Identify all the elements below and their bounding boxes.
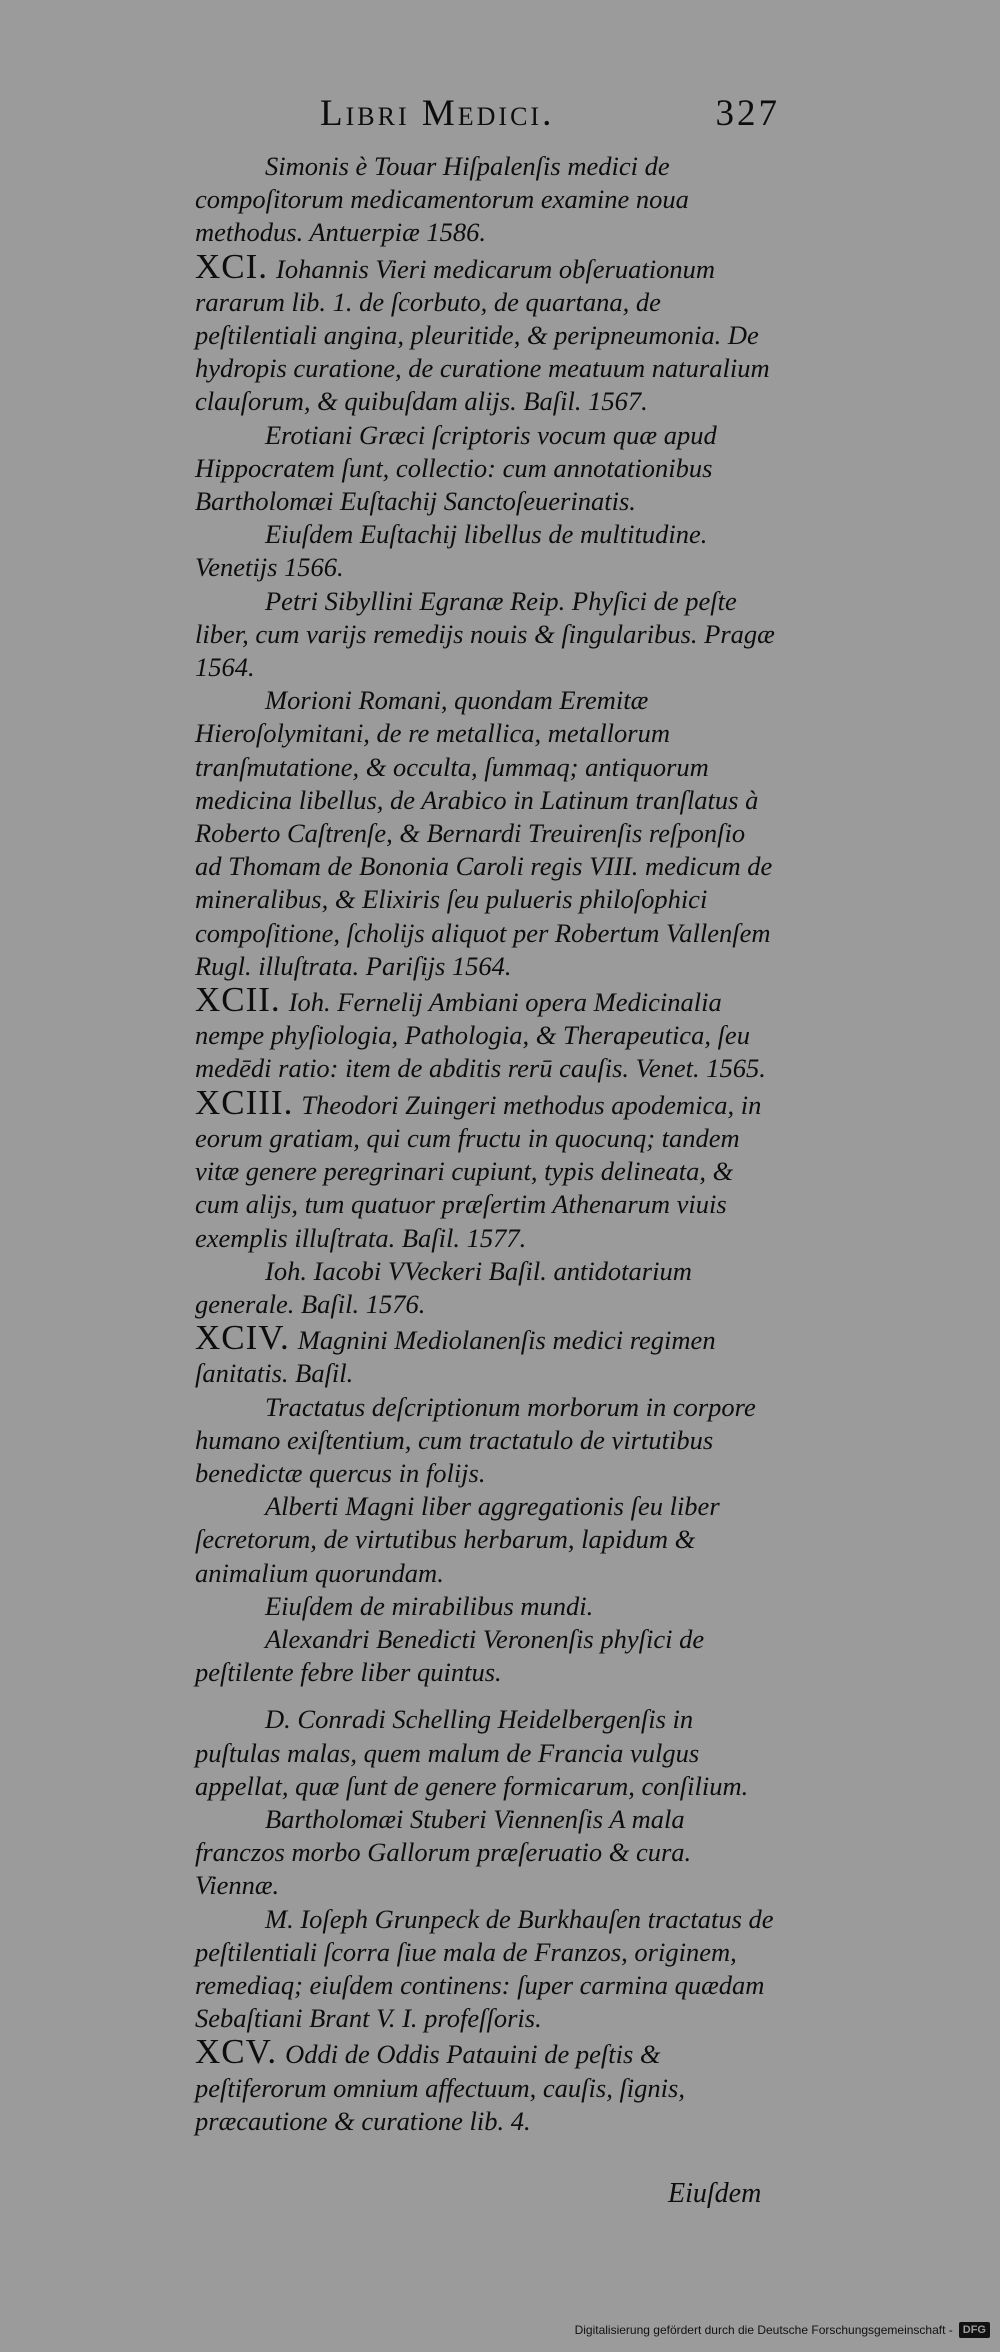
running-title: Libri Medici. [320, 93, 555, 134]
catalog-entry [195, 1082, 775, 1255]
entry-text: Ioh. Fernelij Ambiani opera Medicinalia nempe phyſiologia, Pathologia, & Therapeutica, ſeu medēdi ratio: item de abditis rerū cauſis. Venet. 1565. [195, 987, 766, 1084]
footer-credit: Digitalisierung gefördert durch die Deutsche Forschungsgemeinschaft - [574, 2323, 953, 2337]
entry-number: XCIV. [195, 1318, 290, 1358]
catalog-entry [195, 684, 775, 983]
page-number: 327 [715, 93, 780, 134]
catalog-entry [195, 1590, 775, 1623]
catalog-entry [195, 1623, 775, 1689]
entry-text: Ioh. Iacobi VVeckeri Baſil. antidotarium generale. Baſil. 1576. [195, 1255, 692, 1319]
catalog-entry [195, 585, 775, 685]
entry-number: XCIII. [195, 1082, 294, 1122]
entry-number: XCI. [195, 246, 269, 286]
catalog-entry [195, 1255, 775, 1321]
entry-text: Erotiani Græci ſcriptoris vocum quæ apud Hippocratem ſunt, collectio: cum annotationibus Bartholomæi Euſtachij Sanctoſeuerinatis. [195, 419, 717, 517]
catalog-entry [195, 419, 775, 519]
catalog-entry [195, 518, 775, 584]
dfg-logo-icon: DFG [959, 2322, 990, 2338]
entry-text: Bartholomæi Stuberi Viennenſis A mala franczos morbo Gallorum præſeruatio & cura. Viennæ. [195, 1803, 692, 1901]
catalog-entry [195, 246, 775, 419]
entry-text: Alberti Magni liber aggregationis ſeu liber ſecretorum, de virtutibus herbarum, lapidum & animalium quorundam. [195, 1491, 720, 1588]
catalog-entry [195, 150, 775, 250]
entry-text: Iohannis Vieri medicarum obſeruationum rararum lib. 1. de ſcorbuto, de quartana, de peſtilentiali angina, pleuritide, & peripneumonia. De hydropis curatione, de curatione meatuum naturalium clauſorum, & quibuſdam alijs. Baſil. 1567. [195, 253, 770, 417]
entry-text: Morioni Romani, quondam Eremitæ Hieroſolymitani, de re metallica, metallorum tranſmutatione, & occulta, ſummaq; antiquorum medicina libellus, de Arabico in Latinum tranſlatus à Roberto Caſtrenſe, & Bernardi Treuirenſis reſponſio ad Thomam de Bononia Caroli regis VIII. medicum de mineralibus, & Elixiris ſeu pulueris philoſophici compoſitione, ſcholijs aliquot per Robertum Vallenſem Rugl. illuſtrata. Pariſijs 1564. [195, 685, 773, 981]
catalog-entry [195, 1803, 775, 1903]
catchword: Eiuſdem [668, 2178, 762, 2209]
catalog-entry [195, 2032, 775, 2138]
entry-text: D. Conradi Schelling Heidelbergenſis in puſtulas malas, quem malum de Francia vulgus appellat, quæ ſunt de genere formicarum, conſilium. [195, 1704, 749, 1801]
catalog-entry [195, 980, 775, 1086]
entry-number: XCII. [195, 980, 281, 1020]
entry-text: Alexandri Benedicti Veronenſis phyſici de peſtilente febre liber quintus. [195, 1623, 705, 1688]
entry-text: Simonis è Touar Hiſpalenſis medici de compoſitorum medicamentorum examine noua methodus. Antuerpiæ 1586. [195, 151, 689, 248]
catalog-entry [195, 1703, 775, 1803]
digitization-footer [0, 2318, 990, 2342]
entry-number: XCV. [195, 2032, 278, 2072]
catalog-entry [195, 1391, 775, 1491]
entry-text: Eiuſdem Euſtachij libellus de multitudine. Venetijs 1566. [195, 519, 708, 583]
catalog-entry [195, 1903, 775, 2036]
catalog-entry [195, 1490, 775, 1590]
entry-text: Oddi de Oddis Patauini de peſtis & peſtiferorum omnium affectuum, cauſis, ſignis, præcautione & curatione lib. 4. [195, 2039, 685, 2136]
entry-text: Theodori Zuingeri methodus apodemica, in eorum gratiam, qui cum fructu in quocunq; tandem vitæ genere peregrinari cupiunt, typis delineata, & cum alijs, tum quatuor præſertim Athenarum viuis exemplis illuſtrata. Baſil. 1577. [195, 1089, 762, 1253]
catalog-entries [195, 150, 775, 2138]
running-header [320, 92, 780, 144]
entry-text: M. Ioſeph Grunpeck de Burkhauſen tractatus de peſtilentiali ſcorra ſiue mala de Franzos, originem, remediaq; eiuſdem continens: ſuper carmina quædam Sebaſtiani Brant V. I. profeſſoris. [195, 1903, 774, 2034]
entry-text: Eiuſdem de mirabilibus mundi. [265, 1590, 594, 1621]
catalog-entry [195, 1318, 775, 1390]
entry-text: Petri Sibyllini Egranæ Reip. Phyſici de peſte liber, cum varijs remedijs nouis & ſingularibus. Pragæ 1564. [195, 585, 775, 683]
entry-text: Tractatus deſcriptionum morborum in corpore humano exiſtentium, cum tractatulo de virtutibus benedictæ quercus in folijs. [195, 1391, 756, 1488]
entry-text: Magnini Mediolanenſis medici regimen ſanitatis. Baſil. [195, 1325, 716, 1389]
